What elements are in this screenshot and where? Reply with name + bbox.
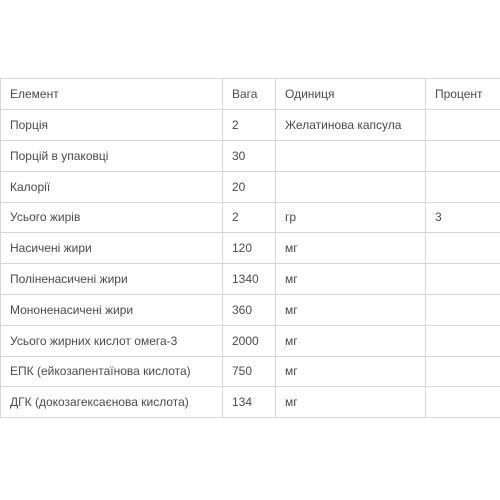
table-row	[1, 387, 500, 418]
column-header-percent: Процент	[426, 79, 500, 110]
nutrition-table	[0, 78, 500, 418]
table-cell: мг	[276, 356, 426, 387]
table-cell	[426, 294, 500, 325]
table-cell	[426, 141, 500, 172]
table-cell: 1340	[223, 264, 276, 295]
table-cell: 134	[223, 387, 276, 418]
table-header-row	[1, 79, 500, 110]
table-cell	[276, 141, 426, 172]
table-cell: мг	[276, 264, 426, 295]
table-cell: мг	[276, 325, 426, 356]
table-cell: 2	[223, 202, 276, 233]
table-cell: 20	[223, 171, 276, 202]
table-cell	[426, 325, 500, 356]
table-row	[1, 141, 500, 172]
column-header-weight: Вага	[223, 79, 276, 110]
table-row	[1, 233, 500, 264]
column-header-element: Елемент	[1, 79, 223, 110]
table-cell: 120	[223, 233, 276, 264]
table-cell: мг	[276, 233, 426, 264]
column-header-unit: Одиниця	[276, 79, 426, 110]
table-row	[1, 202, 500, 233]
table-cell: Усього жирних кислот омега-3	[1, 325, 223, 356]
table-cell: Усього жирів	[1, 202, 223, 233]
table-cell: Порцій в упаковці	[1, 141, 223, 172]
table-cell	[426, 233, 500, 264]
table-cell: Порція	[1, 110, 223, 141]
table-cell: Поліненасичені жири	[1, 264, 223, 295]
table-row	[1, 325, 500, 356]
table-row	[1, 171, 500, 202]
table-cell: 2000	[223, 325, 276, 356]
table-row	[1, 356, 500, 387]
table-cell	[276, 171, 426, 202]
table-cell	[426, 110, 500, 141]
table-cell: Желатинова капсула	[276, 110, 426, 141]
table-cell: ЕПК (ейкозапентаїнова кислота)	[1, 356, 223, 387]
table-row	[1, 110, 500, 141]
table-row	[1, 294, 500, 325]
table-cell: ДГК (докозагексаєнова кислота)	[1, 387, 223, 418]
table-cell: 30	[223, 141, 276, 172]
table-cell	[426, 171, 500, 202]
table-cell: гр	[276, 202, 426, 233]
table-cell: 2	[223, 110, 276, 141]
table-cell: мг	[276, 294, 426, 325]
table-cell: Насичені жири	[1, 233, 223, 264]
table-cell: мг	[276, 387, 426, 418]
table-cell: 3	[426, 202, 500, 233]
table-cell: 360	[223, 294, 276, 325]
table-row	[1, 264, 500, 295]
table-cell	[426, 356, 500, 387]
nutrition-table-wrapper	[0, 78, 500, 418]
table-cell: 750	[223, 356, 276, 387]
table-cell: Мононенасичені жири	[1, 294, 223, 325]
table-cell: Калорії	[1, 171, 223, 202]
table-cell	[426, 387, 500, 418]
table-cell	[426, 264, 500, 295]
